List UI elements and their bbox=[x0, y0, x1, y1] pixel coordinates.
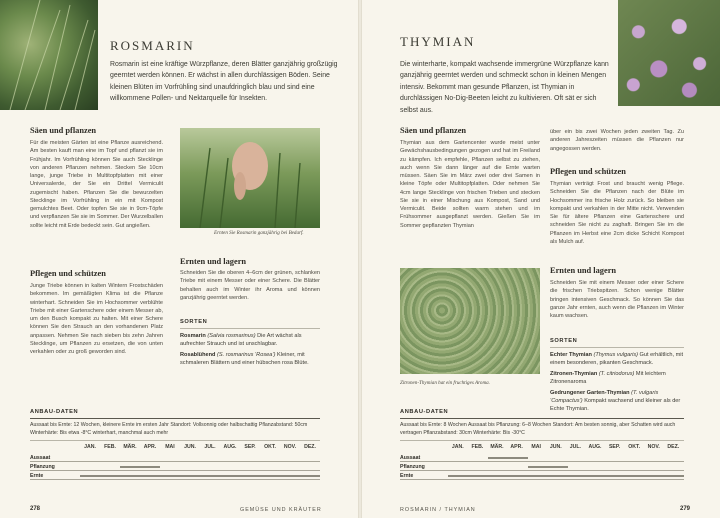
intro-text: Die winterharte, kompakt wachsende immergrüne Würzpflanze kann ganzjährig geerntet werden und schmeckt schon in kleinen Mengen intensiv. Bekommt man gesunde Pflanzen, ist Thymian in durchlässigen No-Dig-Beeten leicht zu kultivieren. Oft sät er sich selbst aus. bbox=[400, 61, 609, 114]
pflanzung-bar bbox=[528, 466, 568, 468]
month-label: DEZ. bbox=[667, 444, 680, 450]
month-label: SEP. bbox=[608, 444, 621, 450]
divider bbox=[180, 328, 320, 329]
section-heading: Pflegen und schützen bbox=[30, 269, 106, 278]
variety-item: Rosablühend (S. rosmarinus ‘Rosea’) Kleiner, mit schmaleren Blättern und einer hübschen rosa Blüte. bbox=[180, 352, 309, 367]
section-heading: Ernten und lagern bbox=[550, 266, 617, 275]
section-heading: Säen und pflanzen bbox=[30, 126, 97, 135]
sorten-heading: SORTEN bbox=[180, 319, 208, 325]
section-text: Schneiden Sie mit einem Messer oder einer Schere die frischen Triebspitzen. Schon wenige Blätter bringen intensiven Geschmack. So können Sie das ganze Jahr ernten, auch wenn die Pflanzen im Winter kaum wachsen. bbox=[550, 280, 684, 319]
section-heading: Säen und pflanzen bbox=[400, 126, 467, 135]
month-label: JUL. bbox=[569, 444, 581, 450]
ernte-bar bbox=[448, 475, 684, 477]
month-header bbox=[80, 444, 320, 450]
photo-caption: Ernten Sie Rosmarin ganzjährig bei Bedarf. bbox=[214, 230, 304, 236]
divider bbox=[400, 440, 684, 441]
sorten-heading: SORTEN bbox=[550, 338, 578, 344]
calendar-row-label: Pflanzung bbox=[30, 464, 55, 470]
month-label: FEB. bbox=[104, 444, 116, 450]
lemon-thyme-photo bbox=[400, 268, 540, 374]
ernte-bar bbox=[80, 475, 320, 477]
calendar-row-label: Ernte bbox=[400, 473, 414, 479]
month-label: NOV. bbox=[647, 444, 660, 450]
page-number: 279 bbox=[680, 506, 691, 512]
rosemary-hero-photo bbox=[0, 0, 98, 110]
month-label: OKT. bbox=[628, 444, 641, 450]
month-label: AUG. bbox=[223, 444, 237, 450]
section-text: Für die meisten Gärten ist eine Pflanze ausreichend. Am besten kauft man eine im Topf und pflanzt sie im Frühjahr. Im Vorfrühling können Sie auch Stecklinge von anderen Pflanzen nehmen. Stecken Sie 10cm lange, junge Triebe in Multitopfplatten mit einer Universalerde, der Sie ein Drittel Vermiculit zugemischt haben. Pflanzen Sie die bewurzelten Stecklinge im Vorfrühling in ein mit Kompost gemulchtes Beet. Oder topfen Sie sie in 9cm-Töpfe und verpflanzen Sie sie im Sommer. Der Wurzelballen sollte leicht mit Erde bedeckt sein. Gut angießen. bbox=[30, 140, 163, 229]
divider bbox=[30, 440, 320, 441]
month-label: JUL. bbox=[204, 444, 216, 450]
variety-item: Echter Thymian (Thymus vulgaris) Gut erhältlich, mit einem besonderen, pikanten Geschmack. bbox=[550, 352, 684, 367]
running-footer: GEMÜSE UND KRÄUTER bbox=[240, 507, 322, 513]
section-text: über ein bis zwei Wochen jeden zweiten Tag. Zu anderen Jahreszeiten müssen die Pflanzen nur angegossen werden. bbox=[550, 129, 684, 152]
calendar-row-label: Ernte bbox=[30, 473, 44, 479]
divider bbox=[30, 418, 320, 419]
intro-text: Rosmarin ist eine kräftige Würzpflanze, deren Blätter ganzjährig großzügig geerntet werden können. Er wächst in allen durchlässigen Böden. Seine kleinen Blüten im Vorfrühling sind unaufdringlich blau und sind eine willkommene Pollen- und Nektarquelle für Insekten. bbox=[110, 61, 338, 103]
page-title: THYMIAN bbox=[400, 34, 476, 49]
thyme-hero-photo bbox=[618, 0, 720, 106]
section-heading: Ernten und lagern bbox=[180, 257, 247, 266]
pflanzung-bar bbox=[120, 466, 160, 468]
aussaat-bar bbox=[488, 457, 528, 459]
calendar-row-label: Pflanzung bbox=[400, 464, 425, 470]
month-label: MÄR. bbox=[123, 444, 137, 450]
variety-item: Gedrungener Garten-Thymian (T. vulgaris ‘Compactus’) Kompakt wachsend und kleiner als der Echte Thymian. bbox=[550, 390, 681, 413]
row-divider bbox=[400, 479, 684, 480]
month-label: FEB. bbox=[471, 444, 484, 450]
section-text: Thymian verträgt Frost und braucht wenig Pflege. Schneiden Sie die Pflanzen nach der Blüte im Hochsommer ins frische Holz zurück. So bleiben sie kompakt und verkahlen in der Mitte nicht. Verwenden Sie für ältere Pflanzen eine Gartenschere und schneiden Sie nicht zu zaghaft. Bringen Sie im die Pflanzen im Herbst eine 2cm dicke Schicht Kompost als Mulch auf. bbox=[550, 181, 684, 245]
row-divider bbox=[30, 470, 320, 471]
month-label: JAN. bbox=[84, 444, 96, 450]
month-label: MAI bbox=[165, 444, 175, 450]
anbau-info: Aussaat bis Ernte: 8 Wochen Aussaat bis Pflanzung: 6–8 Wochen Standort: Am besten sonnig, aber Schatten wird auch vertragen Pflanzabstand: 30cm Winterhärte: Bis -30°C bbox=[400, 422, 676, 437]
month-label: APR. bbox=[510, 444, 523, 450]
row-divider bbox=[400, 470, 684, 471]
month-header bbox=[448, 444, 684, 450]
right-page bbox=[362, 0, 720, 518]
section-heading: Pflegen und schützen bbox=[550, 167, 626, 176]
page-number: 278 bbox=[30, 506, 41, 512]
month-label: AUG. bbox=[588, 444, 602, 450]
month-label: JUN. bbox=[549, 444, 562, 450]
month-label: DEZ. bbox=[304, 444, 316, 450]
month-label: MÄR. bbox=[490, 444, 504, 450]
left-page bbox=[0, 0, 358, 518]
month-label: NOV. bbox=[283, 444, 297, 450]
row-divider bbox=[30, 461, 320, 462]
variety-item: Rosmarin (Salvia rosmarinus) Die Art wächst als aufrechter Strauch und ist unschlagbar. bbox=[180, 333, 302, 348]
row-divider bbox=[400, 461, 684, 462]
calendar-row-label: Aussaat bbox=[30, 455, 51, 461]
month-label: JUN. bbox=[184, 444, 196, 450]
section-text: Thymian aus dem Gartencenter wurde meist unter Gewächshausbedingungen gezogen und hat im Freiland zu kämpfen. Ich empfehle, Pflanzen selbst zu ziehen, auch wenn Sie dann länger auf die Ernte warten müssen. Säen Sie im März zwei oder drei Samen in kleine Töpfe oder Multitopfplatten. Oder nehmen Sie 4cm lange Stecklinge von frischen Trieben und stecken Sie sie in einer Mischung aus Kompost, Sand und Vermiculit. Beide sollten warm stehen und im Frühsommer ausgepflanzt werden. Gießen Sie im Sommer gepflanzten Thymian bbox=[400, 140, 540, 229]
anbau-heading: ANBAU-DATEN bbox=[30, 409, 79, 415]
calendar-row-label: Aussaat bbox=[400, 455, 421, 461]
month-label: MAI bbox=[531, 444, 541, 450]
running-footer: ROSMARIN / THYMIAN bbox=[400, 507, 476, 513]
photo-caption: Zitronen-Thymian hat ein fruchtiges Aroma. bbox=[400, 380, 490, 386]
variety-item: Zitronen-Thymian (T. citriodorus) Mit leichtem Zitronenaroma bbox=[550, 371, 666, 386]
divider bbox=[550, 347, 684, 348]
anbau-info: Aussaat bis Ernte: 12 Wochen, kleinere Ernte im ersten Jahr Standort: Vollsonnig oder halbschattig Pflanzabstand: 50cm Winterhärte: Bis etwa -8°C winterhart, manchmal auch mehr bbox=[30, 422, 308, 437]
month-label: SEP. bbox=[244, 444, 256, 450]
section-text: Junge Triebe können in kalten Wintern Frostschäden bekommen. Im gemäßigten Klima ist die Pflanze winterhart. Schneiden Sie im Hochsommer verblühte Triebe mit einer Gartenschere oder einem Messer ab, um den Busch kompakt zu halten. Mit einer Schere können Sie den Strauch an den vorhandenen Platz anpassen. Nehmen Sie nach sieben bis zehn Jahren Stecklinge, um Pflanzen zu ersetzen, die von unten verkahlen oder zu groß geworden sind. bbox=[30, 283, 163, 355]
month-label: APR. bbox=[143, 444, 157, 450]
section-text: Schneiden Sie die oberen 4–6cm der grünen, schlanken Triebe mit einem Messer oder einer Schere. Die Blätter behalten auch im Winter ihr Aroma und können ganzjährig geerntet werden. bbox=[180, 270, 320, 301]
month-label: JAN. bbox=[451, 444, 464, 450]
harvest-photo bbox=[180, 128, 320, 228]
page-title: ROSMARIN bbox=[110, 38, 195, 53]
row-divider bbox=[30, 479, 320, 480]
divider bbox=[400, 418, 684, 419]
month-label: OKT. bbox=[264, 444, 276, 450]
anbau-heading: ANBAU-DATEN bbox=[400, 409, 449, 415]
